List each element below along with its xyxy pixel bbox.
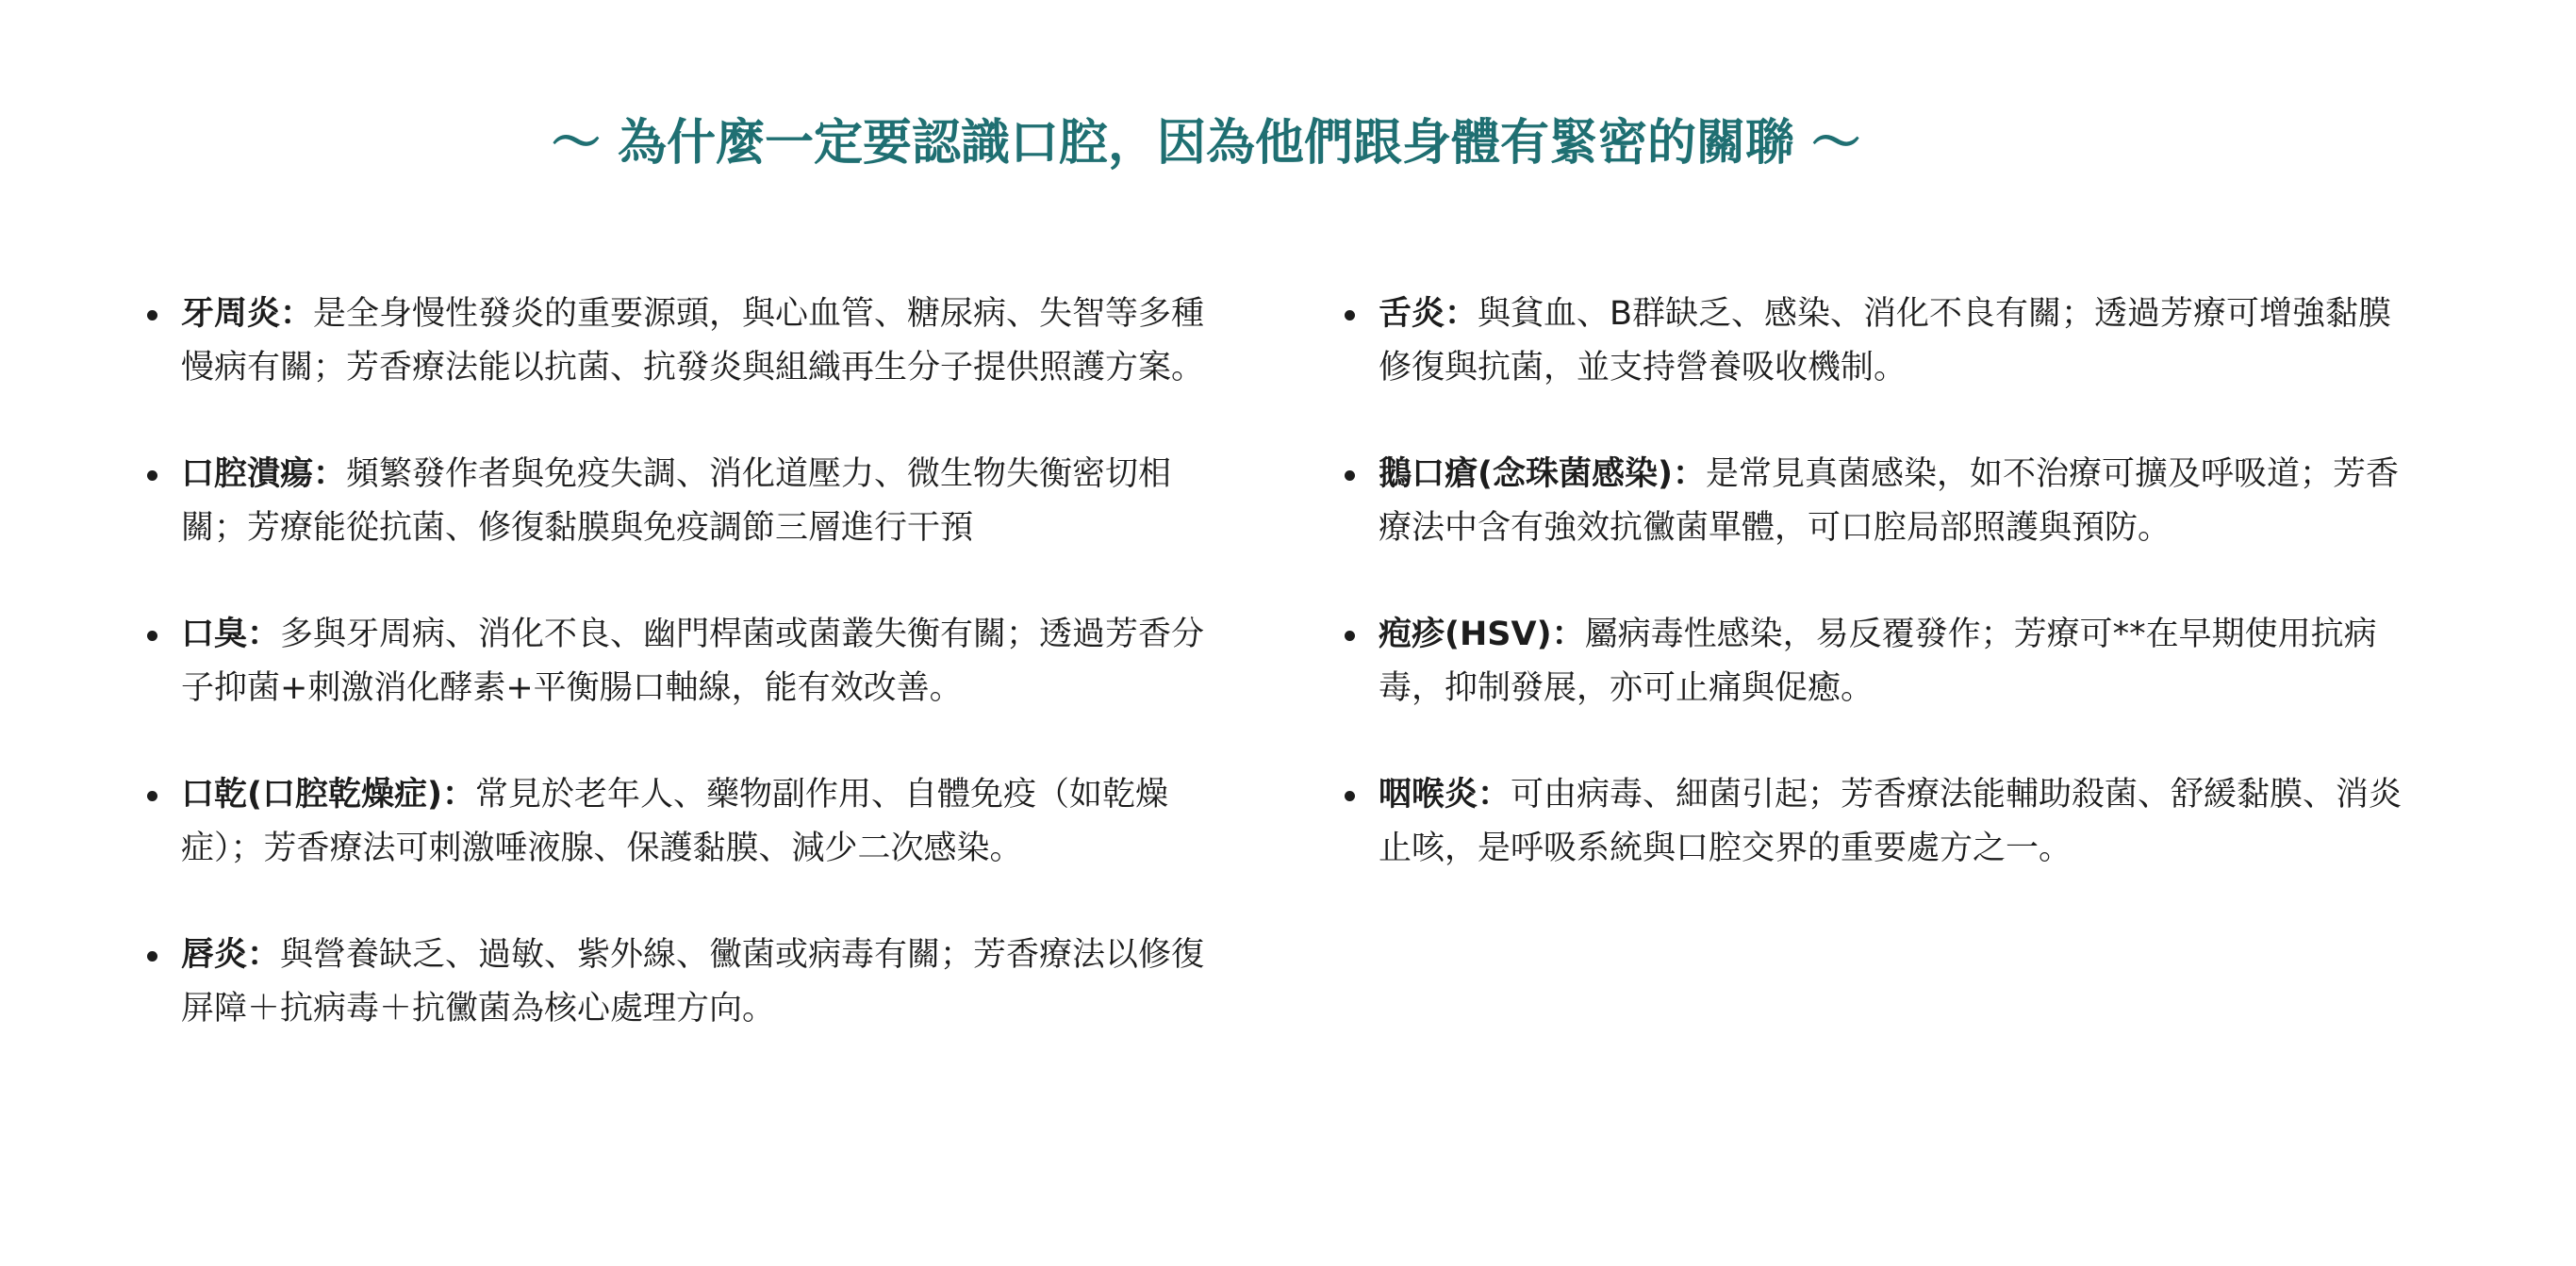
bullet-icon [147, 951, 157, 962]
item-description: 可由病毒、細菌引起；芳香療法能輔助殺菌、舒緩黏膜、消炎止咳，是呼吸系統與口腔交界的重要處方之一。 [1379, 776, 2403, 867]
item-description: 是全身慢性發炎的重要源頭，與心血管、糖尿病、失智等多種慢病有關；芳香療法能以抗菌、抗發炎與組織再生分子提供照護方案。 [181, 295, 1205, 386]
item-term: 口腔潰瘍： [181, 455, 347, 493]
list-item-mouth-ulcer [141, 448, 1226, 555]
list-item-dry-mouth [141, 768, 1226, 876]
item-term: 牙周炎： [181, 295, 314, 333]
page-title: 〜 為什麼一定要認識口腔，因為他們跟身體有緊密的關聯 〜 [551, 115, 1861, 172]
bullet-icon [147, 470, 157, 481]
bullet-icon [1345, 470, 1355, 481]
item-description: 是常見真菌感染，如不治療可擴及呼吸道；芳香療法中含有強效抗黴菌單體，可口腔局部照護與預防。 [1379, 455, 2400, 547]
item-term: 疱疹(HSV)： [1379, 616, 1585, 653]
list-item-periodontitis [141, 288, 1226, 395]
bullet-icon [1345, 631, 1355, 641]
bullet-icon [147, 631, 157, 641]
item-term: 咽喉炎： [1379, 776, 1511, 814]
item-description: 頻繁發作者與免疫失調、消化道壓力、微生物失衡密切相關；芳療能從抗菌、修復黏膜與免疫調節三層進行干預 [181, 455, 1172, 547]
bullet-icon [147, 791, 157, 801]
item-term: 口乾(口腔乾燥症)： [181, 776, 475, 814]
item-term: 唇炎： [181, 936, 281, 974]
item-description: 與貧血、B群缺乏、感染、消化不良有關；透過芳療可增強黏膜修復與抗菌，並支持營養吸收機制。 [1379, 295, 2392, 386]
right-bullet-list [1339, 288, 2423, 929]
item-term: 舌炎： [1379, 295, 1478, 333]
item-term: 口臭： [181, 616, 281, 653]
list-item-cheilitis [141, 929, 1226, 1036]
list-item-pharyngitis [1339, 768, 2423, 876]
item-description: 常見於老年人、藥物副作用、自體免疫（如乾燥症）；芳香療法可刺激唾液腺、保護黏膜、減少二次感染。 [181, 776, 1169, 867]
item-description: 與營養缺乏、過敏、紫外線、黴菌或病毒有關；芳香療法以修復屏障＋抗病毒＋抗黴菌為核心處理方向。 [181, 936, 1205, 1028]
bullet-icon [147, 310, 157, 321]
item-term: 鵝口瘡(念珠菌感染)： [1379, 455, 1706, 493]
list-item-thrush [1339, 448, 2423, 555]
bullet-icon [1345, 310, 1355, 321]
list-item-herpes [1339, 608, 2423, 715]
list-item-glossitis [1339, 288, 2423, 395]
left-bullet-list [141, 288, 1226, 1089]
item-description: 屬病毒性感染，易反覆發作；芳療可**在早期使用抗病毒，抑制發展，亦可止痛與促癒。 [1379, 616, 2377, 707]
bullet-icon [1345, 791, 1355, 801]
list-item-bad-breath [141, 608, 1226, 715]
item-description: 多與牙周病、消化不良、幽門桿菌或菌叢失衡有關；透過芳香分子抑菌+刺激消化酵素+平衡腸口軸線，能有效改善。 [181, 616, 1205, 707]
